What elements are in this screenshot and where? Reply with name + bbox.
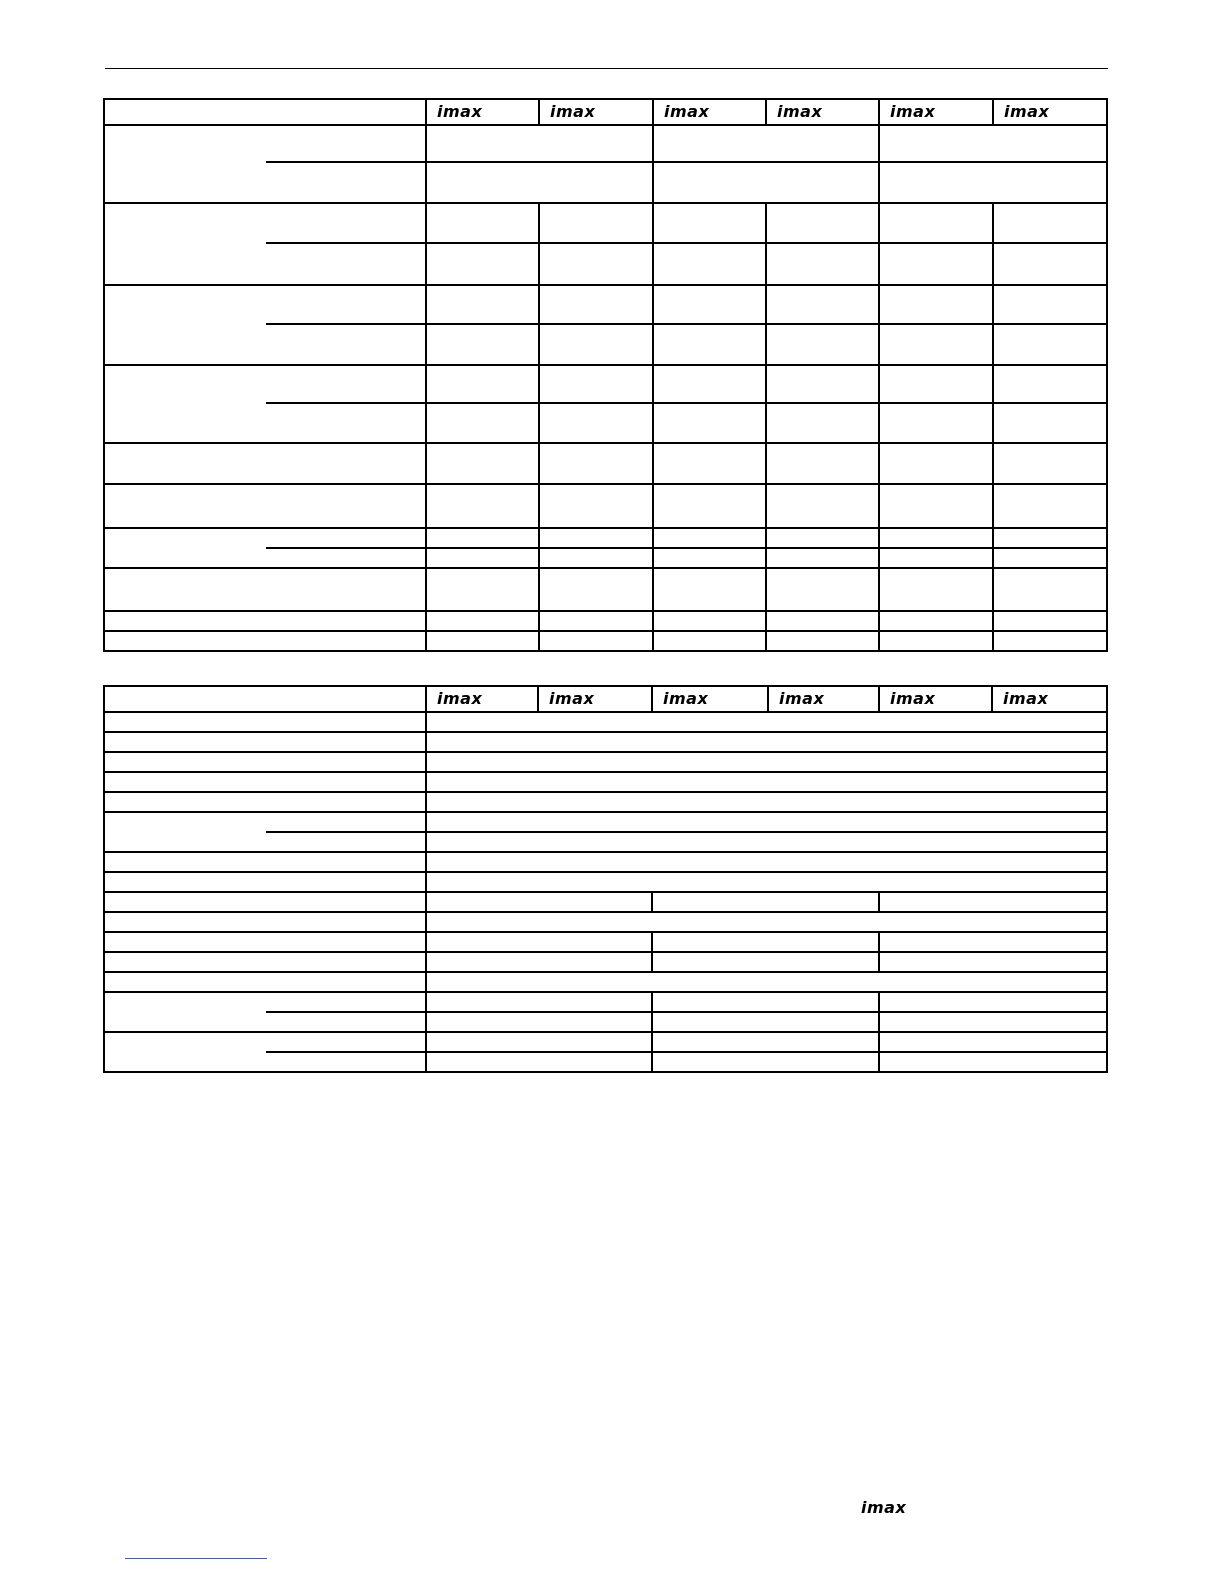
table-row xyxy=(104,125,1107,162)
table-cell xyxy=(879,365,993,403)
table-cell xyxy=(652,892,879,912)
table-cell xyxy=(426,443,539,484)
table-cell xyxy=(879,443,993,484)
table-cell xyxy=(766,611,879,631)
row-label xyxy=(104,611,426,631)
table-row xyxy=(104,611,1107,631)
table-cell xyxy=(879,125,1107,162)
table-row xyxy=(104,792,1107,812)
table-cell xyxy=(766,484,879,528)
table-cell xyxy=(426,972,1107,992)
table-cell xyxy=(426,1052,652,1072)
table-cell xyxy=(766,631,879,651)
table-cell xyxy=(426,712,1107,732)
table-cell xyxy=(653,203,766,243)
model-header-cell xyxy=(426,99,539,125)
table-cell xyxy=(879,243,993,285)
row-label xyxy=(104,812,266,852)
table-cell xyxy=(652,932,879,952)
table-cell xyxy=(539,484,653,528)
table-cell xyxy=(426,528,539,548)
table-cell xyxy=(879,203,993,243)
row-sublabel xyxy=(266,285,426,324)
table-cell xyxy=(993,285,1107,324)
table-row xyxy=(104,972,1107,992)
table-cell xyxy=(426,125,653,162)
table-cell xyxy=(426,892,652,912)
row-sublabel xyxy=(266,1052,426,1072)
model-header-cell xyxy=(538,686,652,712)
table-cell xyxy=(426,484,539,528)
table-cell xyxy=(993,548,1107,568)
table-cell xyxy=(993,568,1107,611)
table-cell xyxy=(426,324,539,365)
table-cell xyxy=(653,243,766,285)
table-cell xyxy=(426,285,539,324)
table-cell xyxy=(879,1012,1107,1032)
table-cell xyxy=(539,203,653,243)
row-sublabel xyxy=(266,243,426,285)
row-label xyxy=(104,365,266,443)
table-cell xyxy=(766,365,879,403)
table-header-row xyxy=(104,686,1107,712)
model-header-cell xyxy=(879,99,993,125)
model-header-cell xyxy=(992,686,1107,712)
table-cell xyxy=(766,403,879,443)
table-cell xyxy=(653,611,766,631)
row-label xyxy=(104,852,426,872)
table-cell xyxy=(766,548,879,568)
table-cell xyxy=(766,528,879,548)
table-row xyxy=(104,812,1107,832)
table-cell xyxy=(426,1012,652,1032)
imax-logo: imax xyxy=(549,689,595,708)
table-cell xyxy=(652,992,879,1012)
table-cell xyxy=(766,203,879,243)
header-rule xyxy=(105,68,1108,69)
footer-link[interactable] xyxy=(125,1558,267,1559)
table-cell xyxy=(426,1032,652,1052)
table-row xyxy=(104,872,1107,892)
table-cell xyxy=(766,324,879,365)
table-cell xyxy=(879,403,993,443)
model-header-cell xyxy=(539,99,653,125)
table-cell xyxy=(766,243,879,285)
table-cell xyxy=(426,243,539,285)
row-sublabel xyxy=(266,1032,426,1052)
header-label-cell xyxy=(104,686,426,712)
row-label xyxy=(104,712,426,732)
table-cell xyxy=(879,892,1107,912)
table-header-row xyxy=(104,99,1107,125)
row-sublabel xyxy=(266,125,426,162)
model-header-cell xyxy=(653,99,766,125)
table-row xyxy=(104,772,1107,792)
table-cell xyxy=(993,528,1107,548)
row-sublabel xyxy=(266,832,426,852)
spec-table-2 xyxy=(103,685,1108,1073)
footer-imax-logo: imax xyxy=(861,1498,907,1517)
model-header-cell xyxy=(766,99,879,125)
table-cell xyxy=(879,992,1107,1012)
table-cell xyxy=(879,568,993,611)
table-row xyxy=(104,203,1107,243)
table-cell xyxy=(653,443,766,484)
table-cell xyxy=(879,1052,1107,1072)
table-cell xyxy=(652,1012,879,1032)
row-sublabel xyxy=(266,812,426,832)
table-cell xyxy=(653,528,766,548)
table-cell xyxy=(426,852,1107,872)
row-label xyxy=(104,872,426,892)
table-cell xyxy=(426,548,539,568)
table-cell xyxy=(993,324,1107,365)
row-label xyxy=(104,631,426,651)
table-cell xyxy=(426,832,1107,852)
table-row xyxy=(104,285,1107,324)
table-cell xyxy=(652,1032,879,1052)
table-cell xyxy=(879,631,993,651)
table-cell xyxy=(539,243,653,285)
table-cell xyxy=(879,528,993,548)
table-row xyxy=(104,484,1107,528)
row-sublabel xyxy=(266,162,426,203)
table-cell xyxy=(539,324,653,365)
table-cell xyxy=(652,952,879,972)
row-sublabel xyxy=(266,548,426,568)
row-label xyxy=(104,732,426,752)
table-row xyxy=(104,852,1107,872)
table-cell xyxy=(426,568,539,611)
table-row xyxy=(104,752,1107,772)
table-cell xyxy=(993,611,1107,631)
table-cell xyxy=(653,365,766,403)
table-cell xyxy=(539,611,653,631)
table-cell xyxy=(879,1032,1107,1052)
row-label xyxy=(104,752,426,772)
table-cell xyxy=(653,285,766,324)
row-label xyxy=(104,972,426,992)
table-cell xyxy=(993,631,1107,651)
table-cell xyxy=(879,932,1107,952)
table-row xyxy=(104,443,1107,484)
table-row xyxy=(104,1032,1107,1052)
table-row xyxy=(104,992,1107,1012)
table-cell xyxy=(426,162,653,203)
table-row xyxy=(104,912,1107,932)
table-cell xyxy=(993,443,1107,484)
table-cell xyxy=(426,732,1107,752)
table-cell xyxy=(653,125,879,162)
row-sublabel xyxy=(266,992,426,1012)
model-header-cell xyxy=(768,686,879,712)
table-cell xyxy=(653,484,766,528)
table-cell xyxy=(426,772,1107,792)
table-cell xyxy=(653,403,766,443)
row-label xyxy=(104,912,426,932)
imax-logo: imax xyxy=(437,102,483,121)
table-cell xyxy=(993,203,1107,243)
table-cell xyxy=(879,611,993,631)
table-cell xyxy=(426,752,1107,772)
table-cell xyxy=(653,631,766,651)
table-cell xyxy=(426,203,539,243)
table-row xyxy=(104,528,1107,548)
row-label xyxy=(104,952,426,972)
row-label xyxy=(104,484,426,528)
table-row xyxy=(104,952,1107,972)
row-label xyxy=(104,443,426,484)
model-header-cell xyxy=(426,686,538,712)
table-cell xyxy=(426,365,539,403)
table-cell xyxy=(426,812,1107,832)
table-row xyxy=(104,568,1107,611)
table-row xyxy=(104,732,1107,752)
row-sublabel xyxy=(266,403,426,443)
table-cell xyxy=(879,484,993,528)
table-cell xyxy=(766,285,879,324)
header-label-cell xyxy=(104,99,426,125)
row-sublabel xyxy=(266,324,426,365)
table-cell xyxy=(879,324,993,365)
table-cell xyxy=(426,403,539,443)
imax-logo: imax xyxy=(663,689,709,708)
imax-logo: imax xyxy=(1004,102,1050,121)
row-label xyxy=(104,568,426,611)
row-label xyxy=(104,203,266,285)
table-cell xyxy=(653,324,766,365)
table-cell xyxy=(652,1052,879,1072)
table-cell xyxy=(879,285,993,324)
row-label xyxy=(104,125,266,203)
imax-logo: imax xyxy=(550,102,596,121)
model-header-cell xyxy=(652,686,768,712)
table-row xyxy=(104,365,1107,403)
row-label xyxy=(104,772,426,792)
imax-logo: imax xyxy=(437,689,483,708)
row-label xyxy=(104,992,266,1032)
table-cell xyxy=(426,611,539,631)
table-cell xyxy=(653,548,766,568)
model-header-cell xyxy=(993,99,1107,125)
imax-logo: imax xyxy=(779,689,825,708)
table-cell xyxy=(426,912,1107,932)
imax-logo: imax xyxy=(664,102,710,121)
table-cell xyxy=(653,162,879,203)
table-cell xyxy=(993,484,1107,528)
table-cell xyxy=(426,631,539,651)
table-cell xyxy=(879,548,993,568)
imax-logo: imax xyxy=(890,689,936,708)
model-header-cell xyxy=(879,686,992,712)
table-cell xyxy=(539,403,653,443)
table-cell xyxy=(539,548,653,568)
table-cell xyxy=(539,443,653,484)
table-cell xyxy=(653,568,766,611)
table-cell xyxy=(539,568,653,611)
row-label xyxy=(104,892,426,912)
table-cell xyxy=(426,872,1107,892)
row-sublabel xyxy=(266,528,426,548)
table-cell xyxy=(879,162,1107,203)
row-label xyxy=(104,528,266,568)
table-row xyxy=(104,892,1107,912)
row-sublabel xyxy=(266,203,426,243)
imax-logo: imax xyxy=(1003,689,1049,708)
table-cell xyxy=(426,952,652,972)
table-cell xyxy=(426,932,652,952)
table-cell xyxy=(993,365,1107,403)
row-label xyxy=(104,285,266,365)
table-cell xyxy=(539,365,653,403)
table-cell xyxy=(539,528,653,548)
table-cell xyxy=(993,243,1107,285)
row-label xyxy=(104,932,426,952)
table-cell xyxy=(766,568,879,611)
row-sublabel xyxy=(266,1012,426,1032)
spec-table-1 xyxy=(103,98,1108,652)
row-sublabel xyxy=(266,365,426,403)
table-cell xyxy=(879,952,1107,972)
row-label xyxy=(104,792,426,812)
table-cell xyxy=(539,285,653,324)
table-cell xyxy=(766,443,879,484)
table-row xyxy=(104,932,1107,952)
table-row xyxy=(104,712,1107,732)
imax-logo: imax xyxy=(890,102,936,121)
table-cell xyxy=(539,631,653,651)
table-cell xyxy=(993,403,1107,443)
table-cell xyxy=(426,792,1107,812)
table-row xyxy=(104,631,1107,651)
table-cell xyxy=(426,992,652,1012)
imax-logo: imax xyxy=(777,102,823,121)
row-label xyxy=(104,1032,266,1072)
